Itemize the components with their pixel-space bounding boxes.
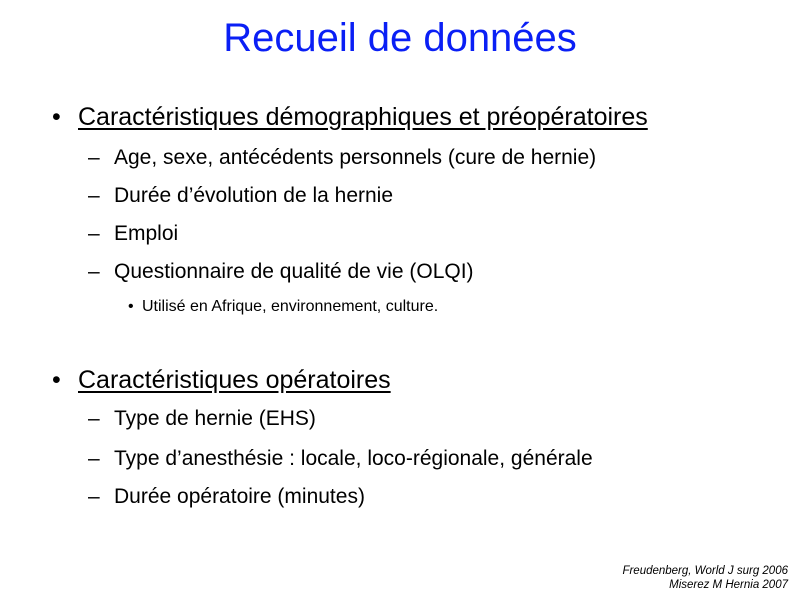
list-item [88,446,593,472]
bullet-icon: • [52,366,61,394]
sub-list-item-text: Utilisé en Afrique, environnement, culture. [142,298,439,315]
bullet-icon: • [128,298,134,315]
list-item [88,145,596,171]
dash-icon: – [88,485,100,508]
bullet-icon: • [52,103,61,131]
list-item-text: Durée d’évolution de la hernie [114,184,394,207]
section-heading-text: Caractéristiques opératoires [78,366,391,394]
dash-icon: – [88,260,100,283]
list-item-text: Age, sexe, antécédents personnels (cure de hernie) [114,146,597,169]
list-item [88,484,365,510]
sub-list-item [128,297,438,317]
list-item [88,259,474,285]
section-heading-demographics [52,102,648,132]
references [622,564,788,592]
list-item [88,406,316,432]
list-item-text: Type de hernie (EHS) [114,407,316,430]
section-heading-operative [52,365,391,395]
slide-title: Recueil de données [223,16,577,60]
list-item [88,221,178,247]
list-item-text: Emploi [114,222,179,245]
list-item-text: Questionnaire de qualité de vie (OLQI) [114,260,474,283]
section-heading-text: Caractéristiques démographiques et préopératoires [78,103,648,131]
reference-line: Freudenberg, World J surg 2006 [622,565,788,577]
dash-icon: – [88,447,100,470]
list-item-text: Durée opératoire (minutes) [114,485,365,508]
list-item-text: Type d’anesthésie : locale, loco-régionale, générale [114,447,593,470]
list-item [88,183,393,209]
dash-icon: – [88,222,100,245]
reference-line: Miserez M Hernia 2007 [669,579,788,591]
dash-icon: – [88,146,100,169]
dash-icon: – [88,184,100,207]
dash-icon: – [88,407,100,430]
